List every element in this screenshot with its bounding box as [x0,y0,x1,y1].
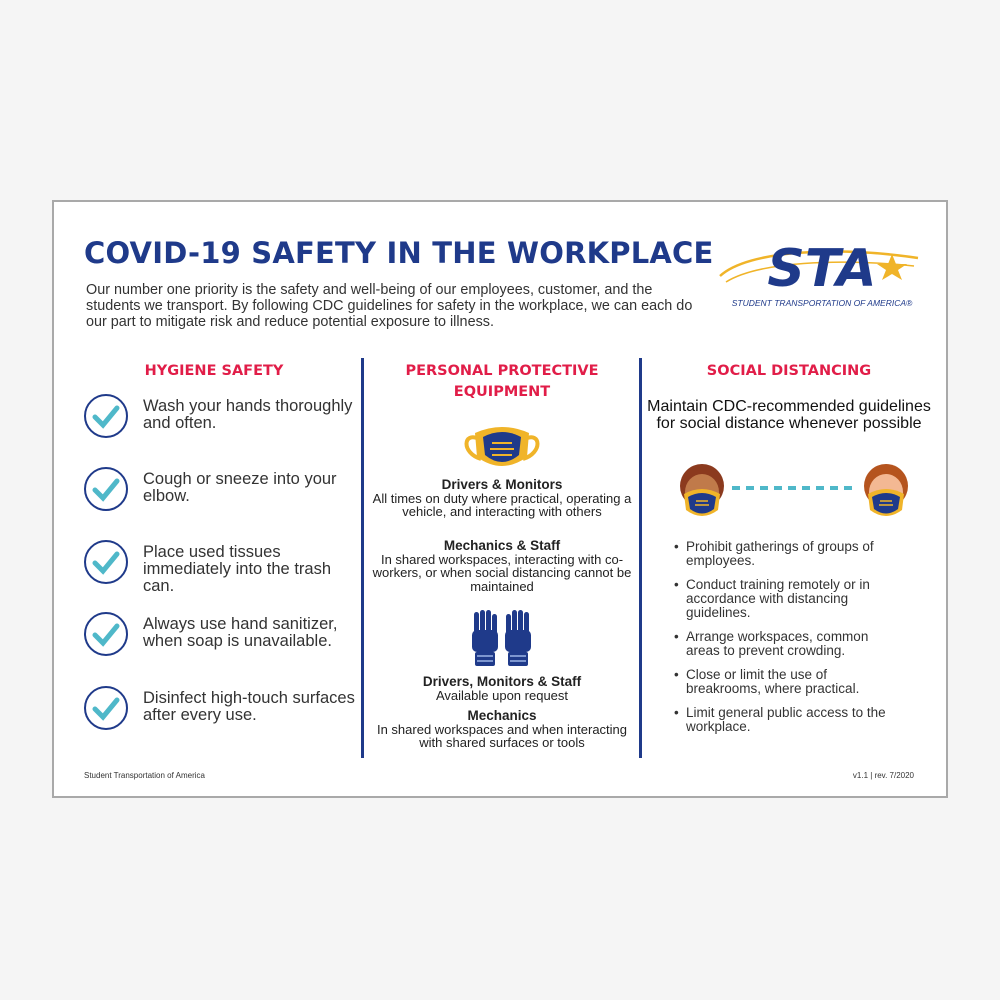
list-item: • Conduct training remotely or in accordance with distancing guidelines. [674,578,904,620]
ppe-heading-line1: PERSONAL PROTECTIVE [405,363,599,379]
ppe-desc: In shared workspaces and when interacting with shared surfaces or tools [376,721,628,750]
list-item: • Limit general public access to the workplace. [674,706,904,734]
social-subtitle: Maintain CDC-recommended guidelines for social distance whenever possible [647,398,931,432]
ppe-role: Drivers & Monitors [441,477,563,492]
ppe-mask-mechanics [364,539,640,593]
footer-version: v1.1 | rev. 7/2020 [852,771,914,780]
hygiene-item-text: Wash your hands thoroughly and often. [143,397,353,432]
list-item: • Arrange workspaces, common areas to prevent crowding. [674,630,904,658]
gloves-icon [470,610,534,668]
ppe-gloves-mechanics [364,709,640,750]
checkmark-icon [84,540,128,584]
list-item: • Close or limit the use of breakrooms, where practical. [674,668,904,696]
intro-text: Our number one priority is the safety and well-being of our employees, customer, and the students we transport. By following CDC guidelines for safety in the workplace, we can each do our part to mitigate risk and reduce potential exposure to illness. [86,282,693,330]
hygiene-item [84,612,354,662]
hygiene-item-text: Always use hand sanitizer, when soap is unavailable. [143,615,338,650]
checkmark-icon [84,612,128,656]
hygiene-heading: HYGIENE SAFETY [144,363,284,379]
ppe-gloves-drivers [364,675,640,702]
checkmark-icon [84,467,128,511]
hygiene-item-text: Place used tissues immediately into the trash can. [143,543,332,595]
hygiene-item [84,540,354,595]
logo-star-icon [877,254,907,280]
sta-logo-graphic [718,228,926,320]
checkmark-icon [84,394,128,438]
hygiene-item [84,394,354,444]
hygiene-item-text: Cough or sneeze into your elbow. [143,470,337,505]
ppe-role: Drivers, Monitors & Staff [422,674,582,689]
ppe-desc: Available upon request [435,687,569,703]
face-mask-icon [459,419,545,475]
hygiene-item [84,467,354,517]
ppe-role: Mechanics [467,708,537,723]
ppe-desc: In shared workspaces, interacting with co-workers, or when social distancing cannot be maintained [372,551,632,594]
list-item: • Prohibit gatherings of groups of employees. [674,540,904,568]
ppe-desc: All times on duty where practical, operating a vehicle, and interacting with others [372,490,632,519]
hygiene-item-text: Disinfect high-touch surfaces after every use. [143,689,355,724]
checkmark-icon [84,686,128,730]
logo-tagline: STUDENT TRANSPORTATION OF AMERICA® [731,298,913,308]
ppe-heading-line2: EQUIPMENT [453,384,551,400]
footer-org: Student Transportation of America [84,771,205,780]
hygiene-item [84,686,354,736]
sta-logo [718,228,926,320]
social-distance-illustration [676,460,912,524]
ppe-role: Mechanics & Staff [443,538,561,553]
poster-title: COVID-19 SAFETY IN THE WORKPLACE [84,236,714,270]
social-heading: SOCIAL DISTANCING [706,363,872,379]
person-left-icon [680,464,724,516]
social-distancing-list [674,540,904,744]
logo-letters: STA [767,239,877,299]
ppe-heading [364,361,640,403]
safety-poster [52,200,948,798]
ppe-mask-drivers [364,478,640,519]
person-right-icon [864,464,908,516]
